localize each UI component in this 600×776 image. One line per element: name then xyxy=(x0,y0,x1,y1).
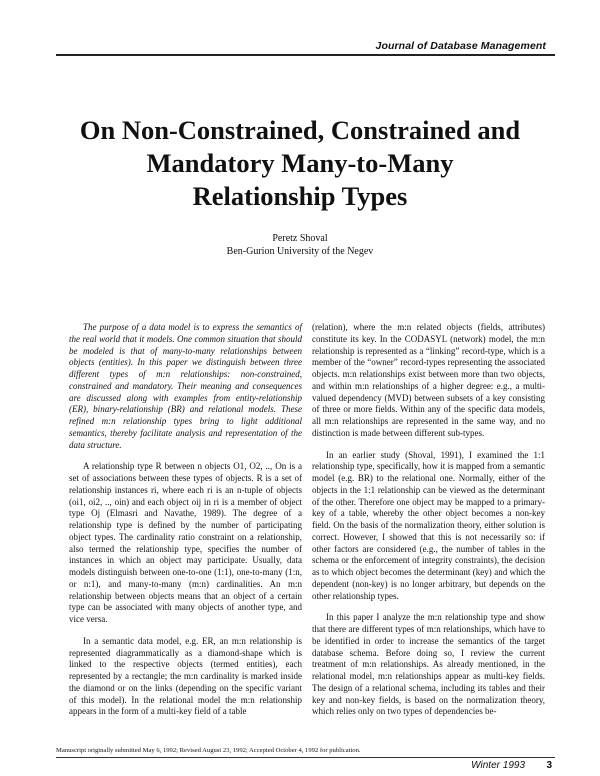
title-line-1: On Non-Constrained, Constrained and xyxy=(79,115,521,145)
header-rule xyxy=(56,54,555,56)
issue-label: Winter 1993 xyxy=(471,760,525,771)
paper-title xyxy=(60,114,540,213)
author-affiliation: Ben-Gurion University of the Negev xyxy=(226,246,374,257)
manuscript-footnote: Manuscript originally submitted May 6, 1992; Revised August 23, 1992; Accepted October 4, 1992 for publication. xyxy=(56,747,361,754)
title-line-2: Mandatory Many-to-Many xyxy=(146,148,454,178)
author-name: Peretz Shoval xyxy=(272,233,328,244)
abstract: The purpose of a data model is to express the semantics of the real world that it models. One common situation that should be modeled is that of many-to-many relationships between objects (entities). In this paper we distinguish between three different types of m:n relationships: non-constrained, constrained and mandatory. Their meaning and consequences are discussed along with examples from entity-relationship (ER), binary-relationship (BR) and relational models. These refined m:n relationship types bring to light additional semantics, thereby facilitate analysis and representation of the data structure. xyxy=(69,322,302,450)
left-column xyxy=(69,322,302,718)
title-line-3: Relationship Types xyxy=(192,181,408,211)
journal-name: Journal of Database Management xyxy=(375,40,546,52)
body-paragraph: In this paper I analyze the m:n relationship type and show that there are different types of m:n relationships, which have to be identified in order to increase the semantics of the target database schema. Before doing so, I review the current treatment of m:n relationships. As already mentioned, in the relational model, m:n relationships appear as multi-key fields. The design of a relational schema, including its tables and their key and non-key fields, is based on the normalization theory, which relies only on two types of dependencies be- xyxy=(312,612,545,717)
author-block xyxy=(100,232,500,258)
body-paragraph: In a semantic data model, e.g. ER, an m:n relationship is represented diagrammatically as a diamond-shape which is linked to the respective objects (termed entities), each represented by a rectangle; the m:n cardinality is marked inside the diamond or on the links (depending on the specific variant of this model). In the relational model the m:n relationship appears in the form of a multi-key field of a table xyxy=(69,635,302,717)
body-paragraph: A relationship type R between n objects O1, O2, .., On is a set of associations between these types of objects. R is a set of relationship instances ri, where each ri is an n-tuple of objects (oi1, oi2, .., oin) and each object oij in ri is a member of object type Oj (Elmasri and Navathe, 1989). The degree of a relationship type is defined by the number of participating object types. The cardinality ratio constraint on a relationship, also termed the relationship type, specifies the number of instances in which an object may participate. Usually, data models distinguish between one-to-one (1:1), one-to-many (1:n, or n:1), and many-to-many (m:n) cardinalities. An m:n relationship between objects means that an object of a certain type can be associated with many objects of another type, and vice versa. xyxy=(69,461,302,624)
body-paragraph: In an earlier study (Shoval, 1991), I examined the 1:1 relationship type, specifically, how it is mapped from a semantic model (e.g. BR) to the relational one. Normally, either of the objects in the 1:1 relationship can be viewed as the determinant of the other. Therefore one object may be mapped to a primary-key of a table, whereby the other object becomes a non-key field. On the basis of the normalization theory, either solution is correct. However, I showed that this is not necessarily so: if other factors are considered (e.g., the number of tables in the schema or the enforcement of integrity constraints), the decision as to which object becomes the determinant (key) and which the dependent (non-key) is no longer arbitrary, but depends on the other relationship types. xyxy=(312,449,545,601)
right-column xyxy=(312,322,545,718)
page-number: 3 xyxy=(546,760,552,771)
footer-rule xyxy=(56,757,555,758)
body-paragraph: (relation), where the m:n related objects (fields, attributes) constitute its key. In the CODASYL (network) model, the m:n relationship is represented as a “linking” record-type, which is a member of the “owner” record-types representing the associated objects. m:n relationships exist between more than two objects, and within m:n relationships of a higher degree: e.g., a multi-valued dependency (MVD) between subsets of a key consisting of three or more fields. Within any of the specific data models, all m:n relationships are represented in the same way, and no distinction is made between different sub-types. xyxy=(312,322,545,438)
